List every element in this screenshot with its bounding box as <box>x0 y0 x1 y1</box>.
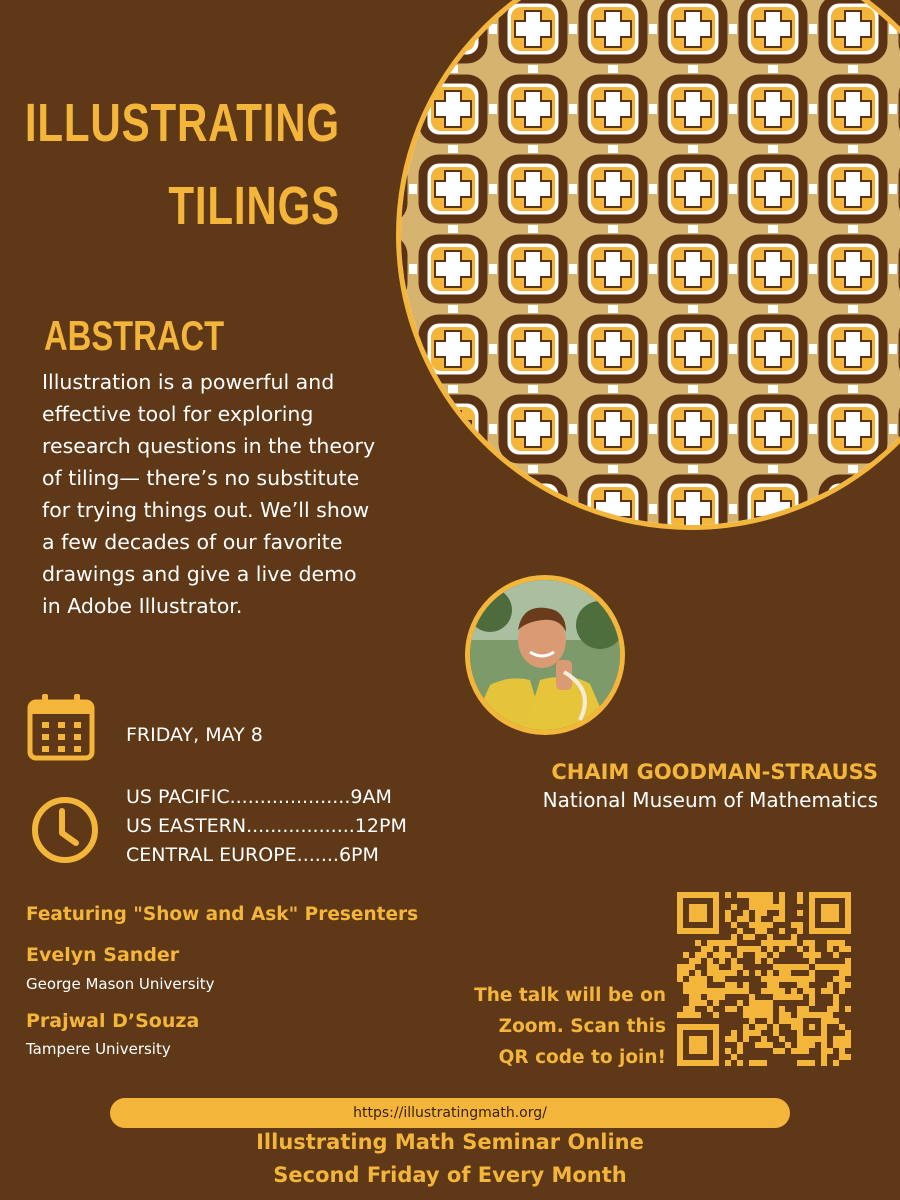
time-list <box>126 786 407 873</box>
time-europe: CENTRAL EUROPE.......6PM <box>126 844 379 866</box>
abstract-heading: ABSTRACT <box>44 312 225 359</box>
abstract-line: research questions in the theory <box>42 434 376 458</box>
qr-code-graphic <box>677 892 851 1066</box>
time-eastern: US EASTERN..................12PM <box>126 815 407 837</box>
zoom-note <box>440 980 666 1073</box>
title-line-1: ILLUSTRATING <box>24 93 340 153</box>
speaker-portrait-svg <box>470 580 620 730</box>
zoom-note-line: The talk will be on <box>474 985 666 1006</box>
footer-line-1: Illustrating Math Seminar Online <box>256 1130 644 1154</box>
abstract-line: drawings and give a live demo <box>42 562 357 586</box>
zoom-note-line: Zoom. Scan this <box>498 1016 666 1037</box>
tiling-pattern-svg <box>401 0 900 530</box>
zoom-note-line: QR code to join! <box>498 1047 666 1068</box>
time-pacific: US PACIFIC....................9AM <box>126 786 392 808</box>
website-link[interactable]: https://illustratingmath.org/ <box>110 1098 790 1128</box>
presenter-name: Evelyn Sander <box>26 944 180 966</box>
event-date: FRIDAY, MAY 8 <box>126 724 263 746</box>
presenter-affiliation: Tampere University <box>26 1040 171 1058</box>
abstract-line: a few decades of our favorite <box>42 530 343 554</box>
clock-icon <box>30 795 100 869</box>
speaker-affiliation: National Museum of Mathematics <box>542 788 878 812</box>
presenter-affiliation: George Mason University <box>26 975 215 993</box>
abstract-line: Illustration is a powerful and <box>42 370 335 394</box>
presenters-heading: Featuring "Show and Ask" Presenters <box>26 904 419 925</box>
calendar-icon <box>26 692 98 766</box>
footer-line-2: Second Friday of Every Month <box>273 1163 627 1187</box>
abstract-line: of tiling— there’s no substitute <box>42 466 360 490</box>
abstract-line: in Adobe Illustrator. <box>42 594 243 618</box>
presenter-name: Prajwal D’Souza <box>26 1010 200 1032</box>
abstract-body <box>42 366 442 622</box>
speaker-name: CHAIM GOODMAN-STRAUSS <box>551 760 878 784</box>
qr-code[interactable] <box>677 892 851 1066</box>
abstract-line: for trying things out. We’ll show <box>42 498 370 522</box>
title-line-2: TILINGS <box>168 176 340 236</box>
speaker-photo <box>465 575 625 735</box>
tiling-illustration <box>396 0 900 530</box>
abstract-line: effective tool for exploring <box>42 402 314 426</box>
